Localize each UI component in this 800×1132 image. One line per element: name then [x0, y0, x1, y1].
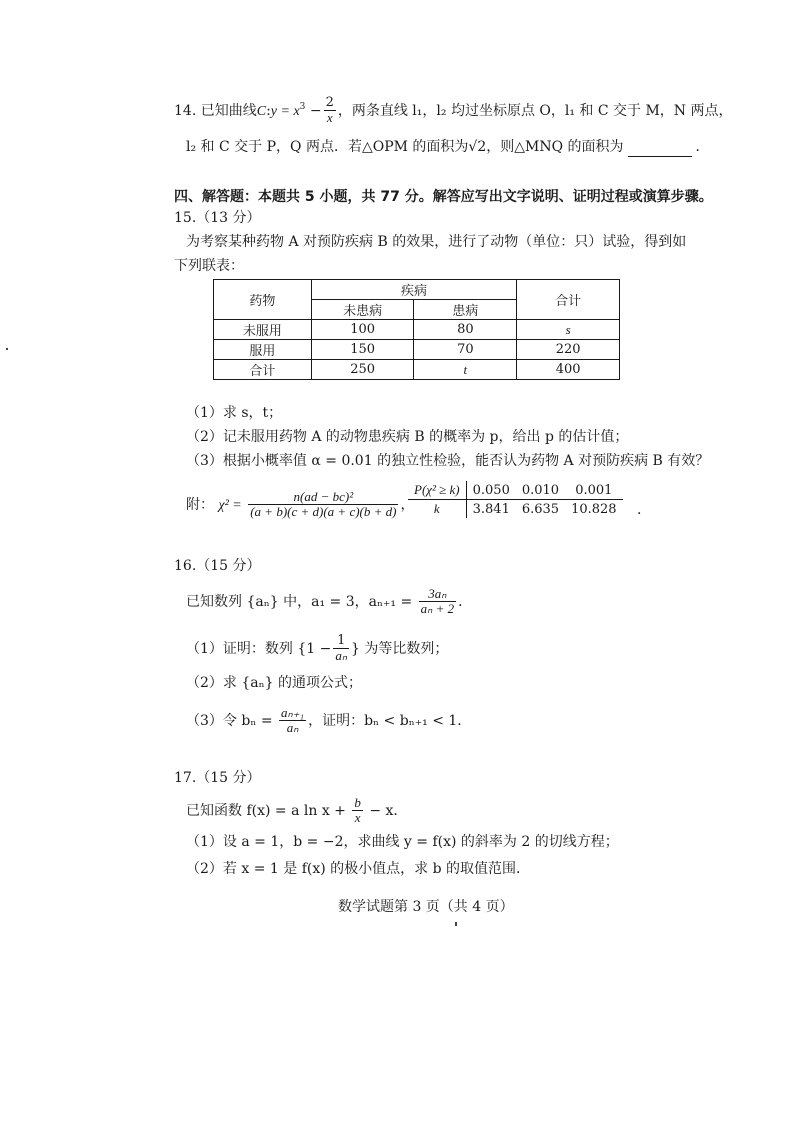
q14-line2: l₂ 和 C 交于 P，Q 两点．若△OPM 的面积为√2，则△MNQ 的面积为 ．: [186, 139, 710, 155]
q17-intro: 已知函数 f(x) = a ln x + $\frac{b}{x}$ − x．: [186, 795, 408, 826]
header-not-sick: 未患病: [311, 300, 414, 320]
q14-number: 14.: [174, 102, 197, 119]
scan-speck: [6, 348, 8, 350]
q15-part2: （2）记未服用药物 A 的动物患疾病 B 的概率为 p，给出 p 的估计值；: [186, 429, 629, 445]
appendix-formula: 附： χ² = $\frac{\text{n(ad − bc)²}}{(a + b)(c + d)(a + c)(b + d)}$ ，: [186, 489, 415, 520]
q14-fraction: $\frac{2}{x}$: [325, 95, 334, 126]
table-row: 服用 150 70 220: [214, 340, 620, 360]
q14-line1: 14. 已知曲线C:y = $x^3$ − $\frac{2}{x}$ ，两条直线 l₁，l₂ 均过坐标原点 O，l₁ 和 C 交于 M，N 两点，: [174, 95, 733, 126]
q15-part3: （3）根据小概率值 α = 0.01 的独立性检验，能否认为药物 A 对预防疾病 B 有效？: [186, 453, 710, 469]
header-total: 合计: [517, 280, 620, 320]
q16-part3: （3）令 bₙ = $\frac{\text{aₙ₊₁}}{\text{aₙ}}$ ，证明：bₙ < bₙ₊₁ < 1．: [186, 705, 472, 736]
q17-number: 17.（15 分）: [174, 770, 261, 786]
q15-part1: （1）求 s，t；: [186, 405, 283, 421]
q17-fraction: $\frac{b}{x}$: [354, 795, 361, 826]
q16-recurrence-fraction: $\frac{\text{3aₙ}}{\text{aₙ + 2}}$: [420, 586, 455, 617]
answer-blank: [628, 142, 692, 157]
q16-part3-fraction: $\frac{\text{aₙ₊₁}}{\text{aₙ}}$: [281, 705, 305, 736]
appendix-period: .: [637, 502, 642, 518]
critical-value-table: P(χ² ≥ k) 0.050 0.010 0.001 k 3.841 6.635 10.828: [408, 481, 623, 518]
section-header: 四、解答题：本题共 5 小题，共 77 分。解答应写出文字说明、证明过程或演算步骤。: [174, 189, 713, 205]
contingency-table: [213, 279, 620, 380]
chi-square-fraction: $\frac{\text{n(ad − bc)²}}{(a + b)(c + d)(a + c)(b + d)}$: [250, 489, 397, 520]
q16-intro: 已知数列 {aₙ} 中，a₁ = 3，aₙ₊₁ = $\frac{\text{3aₙ}}{\text{aₙ + 2}}$ ．: [186, 586, 473, 617]
header-sick: 患病: [414, 300, 517, 320]
scan-speck: [455, 922, 457, 926]
q16-part1-fraction: $\frac{1}{\text{aₙ}}$: [335, 633, 348, 664]
header-disease: 疾病: [311, 280, 516, 300]
q16-part2: （2）求 {aₙ} 的通项公式；: [186, 675, 363, 691]
q16-number: 16.（15 分）: [174, 558, 261, 574]
q15-number: 15.（13 分）: [174, 210, 261, 226]
q15-intro-line1: 为考察某种药物 A 对预防疾病 B 的效果，进行了动物（单位：只）试验，得到如: [186, 234, 687, 250]
q15-intro-line2: 下列联表：: [174, 258, 244, 274]
q16-part1: （1）证明：数列 {1 − $\frac{1}{\text{aₙ}}$ } 为等比数列；: [186, 633, 449, 664]
header-drug: 药物: [214, 280, 312, 320]
table-row: 未服用 100 80 s: [214, 320, 620, 340]
q17-part1: （1）设 a = 1，b = −2，求曲线 y = f(x) 的斜率为 2 的切线方程；: [186, 834, 619, 850]
table-row: 合计 250 t 400: [214, 360, 620, 380]
q17-part2: （2）若 x = 1 是 f(x) 的极小值点，求 b 的取值范围．: [186, 861, 531, 877]
page-footer: 数学试题第 3 页（共 4 页）: [338, 899, 514, 915]
